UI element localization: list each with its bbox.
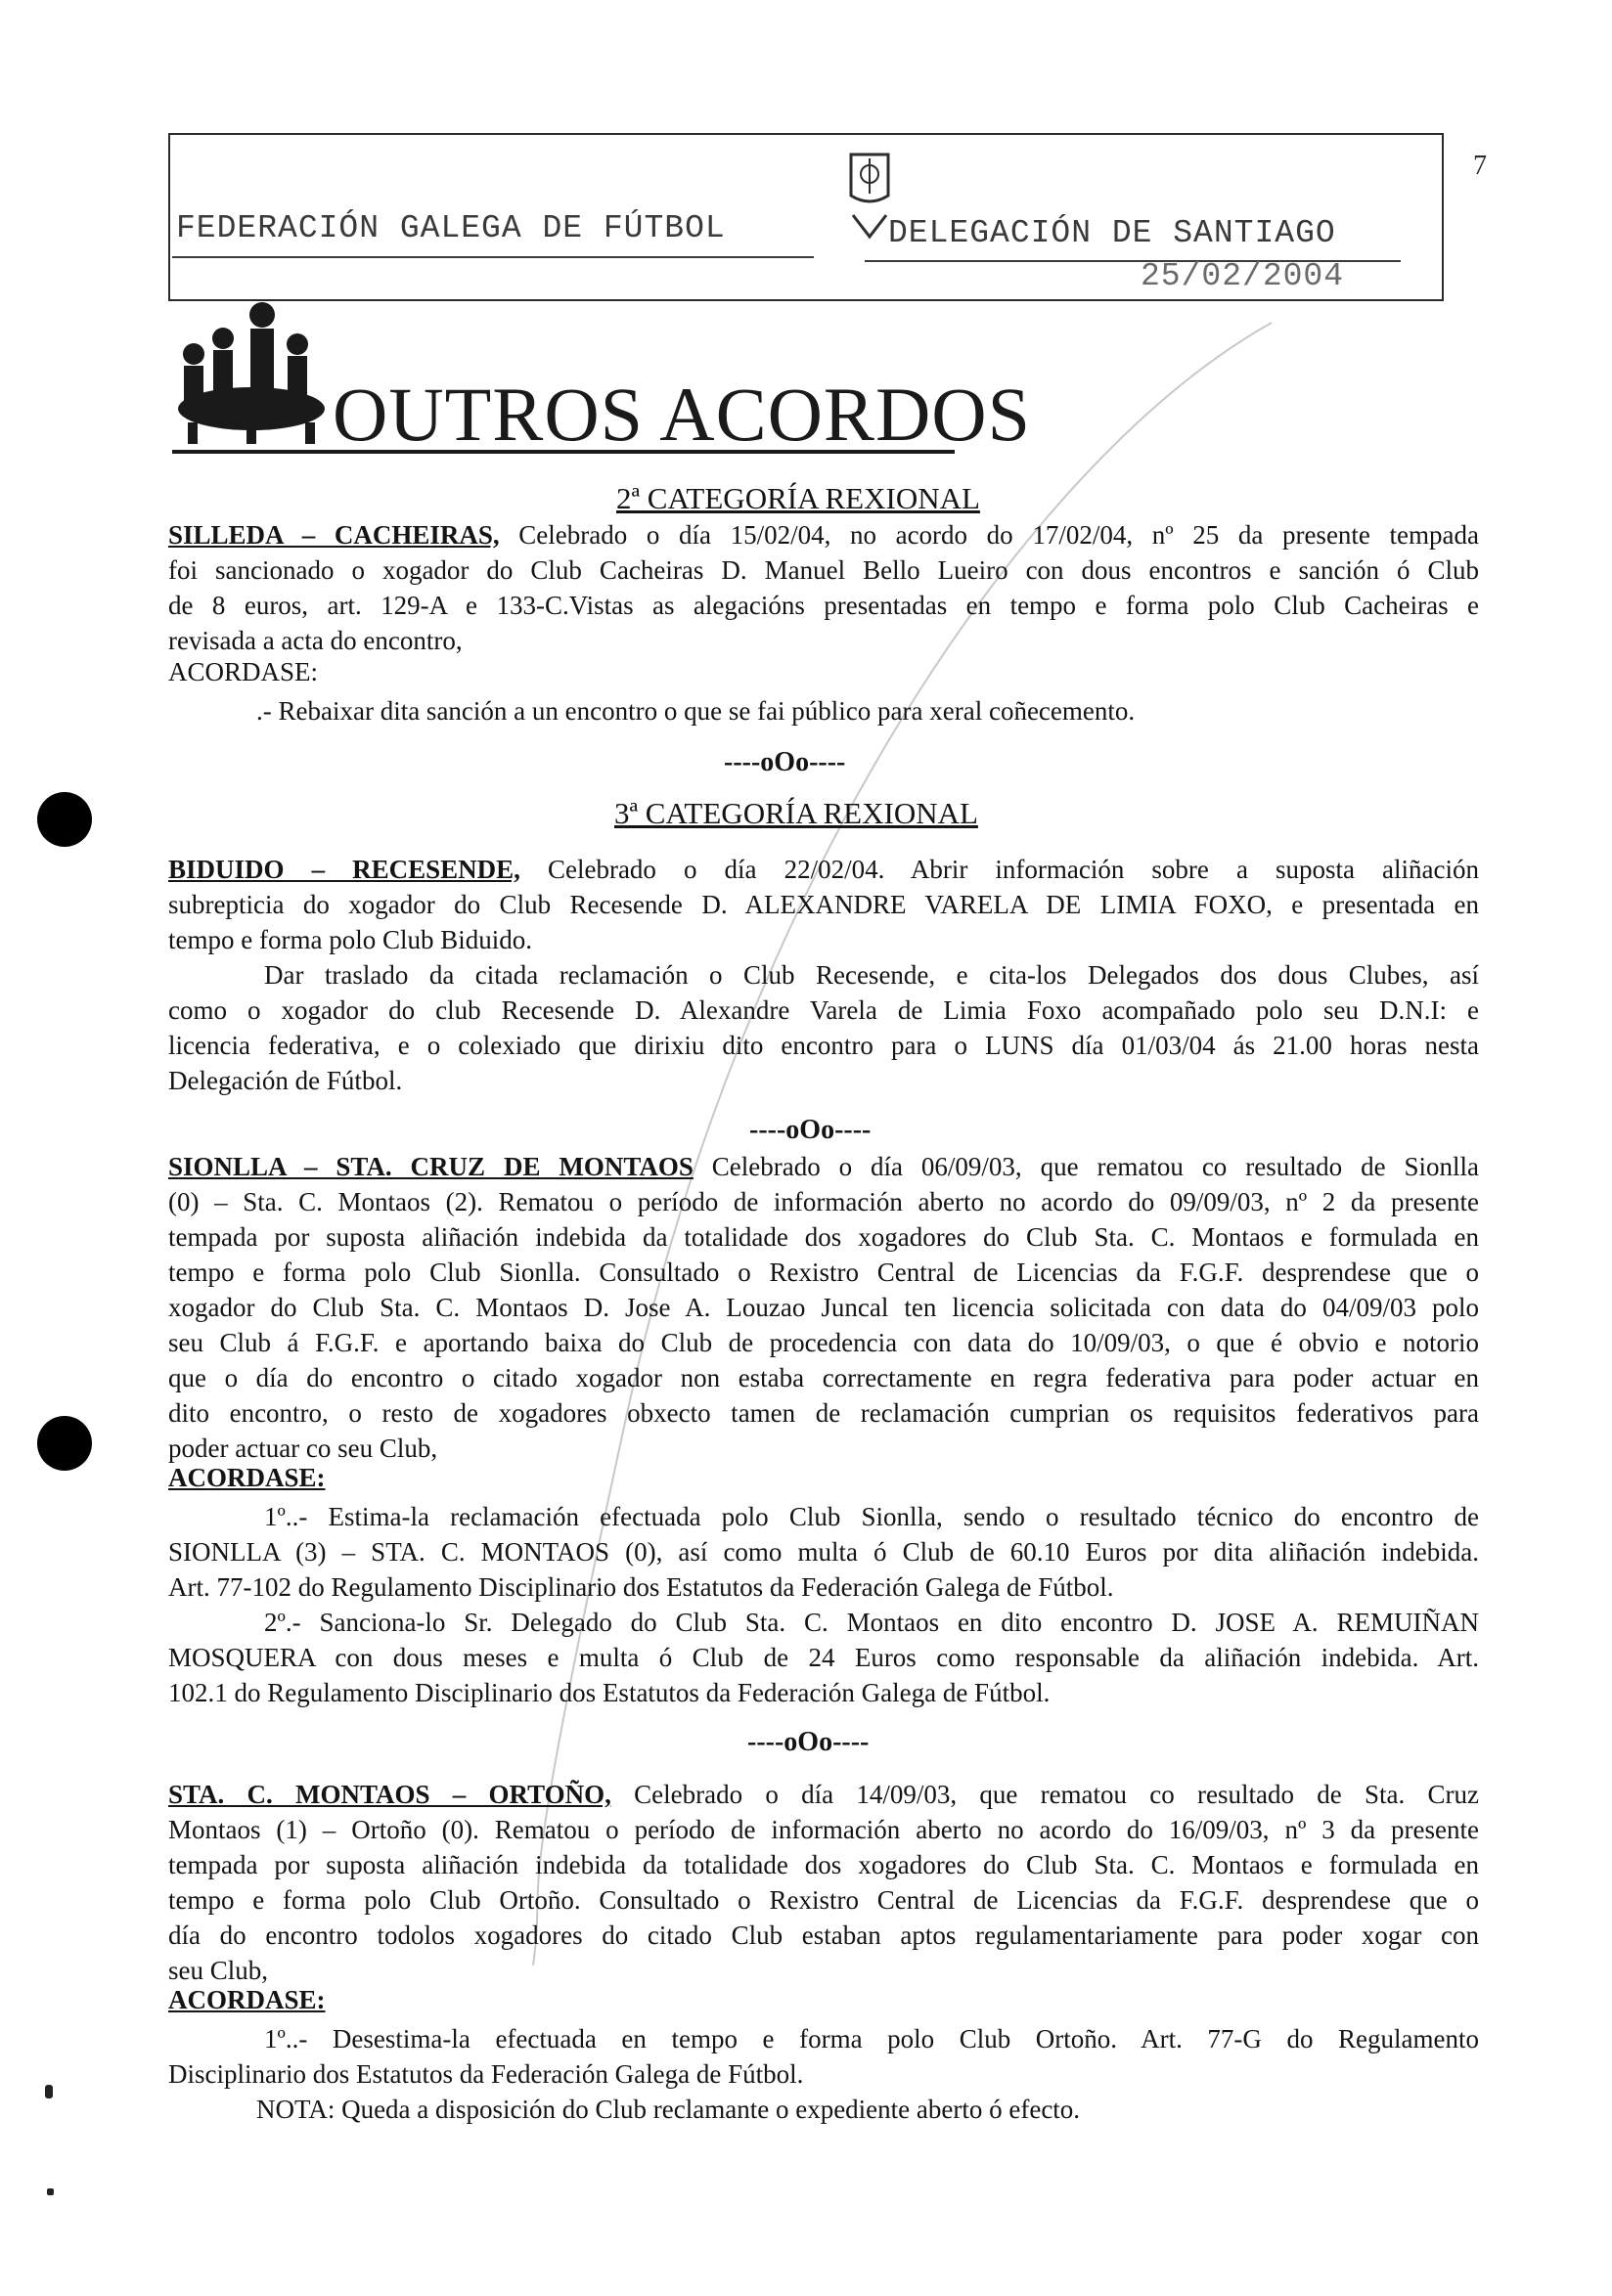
federation-crest-icon: [845, 147, 894, 240]
case-biduido-line-4: Dar traslado da citada reclamación o Club Recesende, e cita-los Delegados dos dous Clubes, así: [264, 960, 1479, 990]
case-title-silleda-cacheiras: SILLEDA – CACHEIRAS,: [168, 520, 500, 550]
case-biduido-line-3: tempo e forma polo Club Biduido.: [168, 925, 532, 954]
case-silleda-line-4: revisada a acta do encontro,: [168, 626, 463, 655]
case-silleda-line-2: foi sancionado o xogador do Club Cacheiras D. Manuel Bello Lueiro con dous encontros e sanción ó Club: [168, 555, 1479, 585]
page-title: OUTROS ACORDOS: [333, 372, 1031, 457]
federation-name: FEDERACIÓN GALEGA DE FÚTBOL: [176, 210, 726, 246]
case-sionlla-line-9: poder actuar co seu Club,: [168, 1434, 438, 1463]
section-heading-3a-categoria: 3ª CATEGORÍA REXIONAL: [614, 796, 978, 830]
case-montaos-ortono-line-4: tempo e forma polo Club Ortoño. Consultado o Rexistro Central de Licencias da F.G.F. desprendese que o: [168, 1885, 1479, 1915]
decision-sionlla-2-line-2: MOSQUERA con dous meses e multa ó Club de 24 Euros como responsable da aliñación indebida. Art.: [168, 1643, 1479, 1672]
case-text: Celebrado o día 14/09/03, que rematou co resultado de Sta. Cruz: [610, 1780, 1479, 1809]
case-sionlla-line-3: tempada por suposta aliñación indebida da totalidade dos xogadores do Club Sta. C. Montaos e formulada en: [168, 1222, 1479, 1252]
decision-ortono-line-1: 1º..- Desestima-la efectuada en tempo e forma polo Club Ortoño. Art. 77-G do Regulamento: [264, 2024, 1479, 2053]
case-title-sionlla-montaos: SIONLLA – STA. CRUZ DE MONTAOS: [168, 1152, 694, 1181]
delegation-name: DELEGACIÓN DE SANTIAGO: [888, 215, 1336, 251]
page-number: 7: [1473, 151, 1487, 181]
case-biduido-line-7: Delegación de Fútbol.: [168, 1066, 403, 1095]
federation-underline: [172, 256, 814, 258]
case-sionlla-line-4: tempo e forma polo Club Sionlla. Consultado o Rexistro Central de Licencias da F.G.F. desprendese que o: [168, 1258, 1479, 1287]
decision-sionlla-1-line-2: SIONLLA (3) – STA. C. MONTAOS (0), así como multa ó Club de 60.10 Euros por dita aliñación indebida.: [168, 1537, 1479, 1567]
case-biduido-line-5: como o xogador do club Recesende D. Alexandre Varela de Limia Foxo acompañado polo seu D.N.I: e: [168, 995, 1479, 1025]
acordase-label: ACORDASE:: [168, 1985, 326, 2014]
case-silleda-line-3: de 8 euros, art. 129-A e 133-C.Vistas as alegacións presentadas en tempo e forma polo Club Cacheiras e: [168, 591, 1479, 620]
case-biduido-line-1: [168, 853, 1479, 888]
case-sionlla-line-2: (0) – Sta. C. Montaos (2). Rematou o período de información aberto no acordo do 09/09/03, nº 2 da presente: [168, 1187, 1479, 1216]
scan-speck: [45, 2085, 53, 2098]
case-sionlla-line-8: dito encontro, o resto de xogadores obxecto tamen de reclamación cumprian os requisitos federativos para: [168, 1398, 1479, 1428]
punch-hole: [37, 792, 92, 847]
acordase-label: ACORDASE:: [168, 657, 319, 686]
separator: ----oOo----: [749, 1115, 872, 1145]
case-text: Celebrado o día 15/02/04, no acordo do 17/02/04, nº 25 da presente tempada: [499, 520, 1479, 550]
nota-label: NOTA: [256, 2095, 328, 2124]
acordase-label: ACORDASE:: [168, 1463, 326, 1492]
case-biduido-line-6: licencia federativa, e o colexiado que dirixiu dito encontro para o LUNS día 01/03/04 ás 21.00 horas nesta: [168, 1031, 1479, 1060]
separator: ----oOo----: [724, 747, 846, 777]
decision-sionlla-1-line-3: Art. 77-102 do Regulamento Disciplinario dos Estatutos da Federación Galega de Fútbol.: [168, 1572, 1114, 1602]
decision-sionlla-2-line-3: 102.1 do Regulamento Disciplinario dos Estatutos da Federación Galega de Fútbol.: [168, 1678, 1051, 1707]
case-montaos-ortono-line-1: [168, 1778, 1479, 1813]
nota-text: : Queda a disposición do Club reclamante o expediente aberto ó efecto.: [327, 2095, 1081, 2124]
case-montaos-ortono-line-5: día do encontro todolos xogadores do citado Club estaban aptos regulamentariamente para poder xogar con: [168, 1921, 1479, 1950]
scan-speck: [47, 2188, 54, 2195]
case-title-biduido-recesende: BIDUIDO – RECESENDE,: [168, 855, 520, 884]
case-text: Celebrado o día 06/09/03, que rematou co resultado de Sionlla: [693, 1152, 1479, 1181]
case-sionlla-line-5: xogador do Club Sta. C. Montaos D. Jose A. Louzao Juncal ten licencia solicitada con data do 04/09/03 polo: [168, 1293, 1479, 1322]
section-heading-2a-categoria: 2ª CATEGORÍA REXIONAL: [616, 481, 980, 515]
case-sionlla-line-1: [168, 1150, 1479, 1185]
header-date: 25/02/2004: [1141, 258, 1345, 294]
case-title-montaos-ortono: STA. C. MONTAOS – ORTOÑO,: [168, 1780, 611, 1809]
separator: ----oOo----: [747, 1727, 870, 1757]
punch-hole: [37, 1416, 92, 1471]
case-montaos-ortono-line-3: tempada por suposta aliñación indebida da totalidade dos xogadores do Club Sta. C. Montaos e formulada en: [168, 1850, 1479, 1879]
meeting-clipart-icon: [168, 293, 335, 450]
case-biduido-line-2: subrepticia do xogador do Club Recesende D. ALEXANDRE VARELA DE LIMIA FOXO, e presentada en: [168, 890, 1479, 919]
decision-sionlla-2-line-1: 2º.- Sanciona-lo Sr. Delegado do Club Sta. C. Montaos en dito encontro D. JOSE A. REMUIÑAN: [264, 1608, 1479, 1637]
case-silleda-line-1: [168, 518, 1479, 553]
case-sionlla-line-7: que o día do encontro o citado xogador non estaba correctamente en regra federativa para poder actuar en: [168, 1363, 1479, 1392]
case-montaos-ortono-line-6: seu Club,: [168, 1956, 269, 1985]
nota-line: [256, 2093, 1479, 2128]
case-montaos-ortono-line-2: Montaos (1) – Ortoño (0). Rematou o período de información aberto no acordo do 16/09/03, nº 3 da presente: [168, 1815, 1479, 1844]
decision-ortono-line-2: Disciplinario dos Estatutos da Federación Galega de Fútbol.: [168, 2059, 804, 2089]
decision-silleda: .- Rebaixar dita sanción a un encontro o que se fai público para xeral coñecemento.: [256, 696, 1136, 726]
case-text: Celebrado o día 22/02/04. Abrir información sobre a suposta aliñación: [519, 855, 1479, 884]
decision-sionlla-1-line-1: 1º..- Estima-la reclamación efectuada polo Club Sionlla, sendo o resultado técnico do encontro de: [264, 1502, 1479, 1531]
title-rule: [172, 450, 955, 454]
case-sionlla-line-6: seu Club á F.G.F. e aportando baixa do Club de procedencia con data do 10/09/03, o que é obvio e notorio: [168, 1328, 1479, 1357]
